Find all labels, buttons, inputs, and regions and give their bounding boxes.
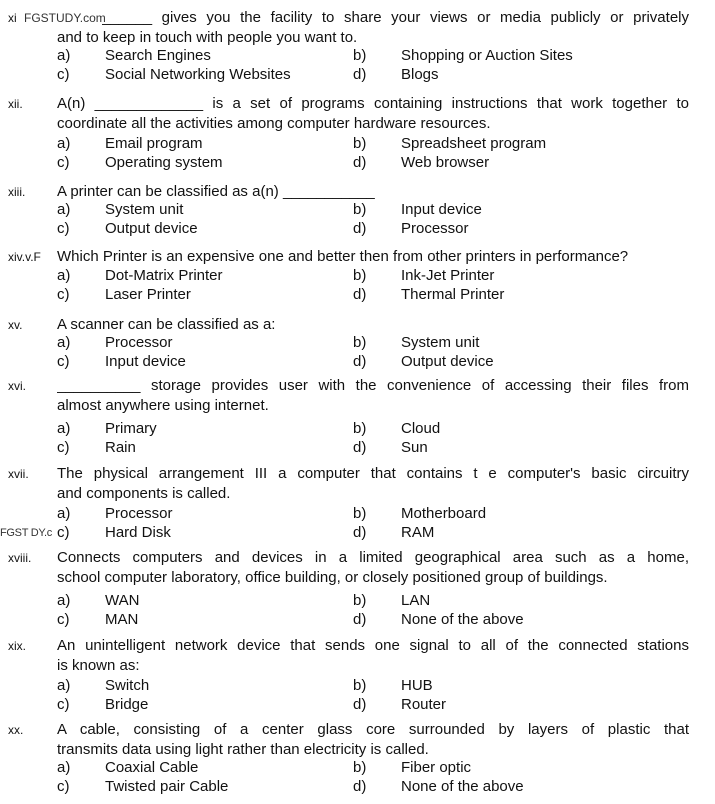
question-text: and components is called. <box>57 485 231 502</box>
question-text: __________ storage provides user with the convenience of accessing their files from <box>57 377 689 394</box>
option-letter: a) <box>57 334 71 351</box>
option-letter: c) <box>57 778 70 795</box>
option-text: None of the above <box>401 778 524 795</box>
option-letter: a) <box>57 47 71 64</box>
option-letter: d) <box>353 66 367 83</box>
question-text: ______ gives you the facility to share your views or media publicly or privately <box>102 9 689 26</box>
question-text: A cable, consisting of a center glass core surrounded by layers of plastic that <box>57 721 689 738</box>
option-text: LAN <box>401 592 431 609</box>
option-text: Processor <box>105 334 173 351</box>
option-text: Input device <box>105 353 186 370</box>
option-text: Spreadsheet program <box>401 135 547 152</box>
question-text: Which Printer is an expensive one and better then from other printers in performance? <box>57 248 629 265</box>
watermark: FGSTUDY.com <box>24 11 106 25</box>
option-letter: c) <box>57 66 70 83</box>
option-text: Search Engines <box>105 47 211 64</box>
option-letter: c) <box>57 439 70 456</box>
question-text: school computer laboratory, office building, or closely positioned group of buildings. <box>57 569 608 586</box>
option-letter: d) <box>353 353 367 370</box>
option-letter: b) <box>353 334 367 351</box>
question-number: xvi. <box>8 379 26 393</box>
option-letter: d) <box>353 439 367 456</box>
option-text: System unit <box>401 334 480 351</box>
option-letter: a) <box>57 759 71 776</box>
option-letter: a) <box>57 677 71 694</box>
question-number: xii. <box>8 97 23 111</box>
option-letter: d) <box>353 286 367 303</box>
question-text: An unintelligent network device that sends one signal to all of the connected stations <box>57 637 689 654</box>
option-letter: b) <box>353 47 367 64</box>
option-text: Processor <box>401 220 469 237</box>
option-letter: c) <box>57 524 70 541</box>
option-letter: b) <box>353 201 367 218</box>
option-text: MAN <box>105 611 139 628</box>
option-letter: d) <box>353 524 367 541</box>
option-text: HUB <box>401 677 433 694</box>
option-letter: c) <box>57 220 70 237</box>
option-text: Social Networking Websites <box>105 66 291 83</box>
option-letter: b) <box>353 759 367 776</box>
option-text: Shopping or Auction Sites <box>401 47 573 64</box>
option-text: Hard Disk <box>105 524 171 541</box>
question-number: xiii. <box>8 185 26 199</box>
option-text: Email program <box>105 135 203 152</box>
option-letter: c) <box>57 286 70 303</box>
option-letter: a) <box>57 201 71 218</box>
question-number: xi <box>8 11 17 25</box>
question-text: transmits data using light rather than electricity is called. <box>57 741 429 758</box>
option-letter: b) <box>353 420 367 437</box>
option-text: RAM <box>401 524 435 541</box>
option-text: Coaxial Cable <box>105 759 199 776</box>
option-text: Primary <box>105 420 157 437</box>
question-number: xx. <box>8 723 24 737</box>
option-letter: a) <box>57 267 71 284</box>
option-text: Blogs <box>401 66 439 83</box>
question-text: A printer can be classified as a(n) ___________ <box>57 183 375 200</box>
option-text: Laser Printer <box>105 286 191 303</box>
option-text: Processor <box>105 505 173 522</box>
question-number: xv. <box>8 318 23 332</box>
option-text: Rain <box>105 439 136 456</box>
option-letter: c) <box>57 154 70 171</box>
option-letter: a) <box>57 505 71 522</box>
question-text: coordinate all the activities among computer hardware resources. <box>57 115 491 132</box>
option-text: Motherboard <box>401 505 487 522</box>
option-letter: b) <box>353 505 367 522</box>
question-number: xvii. <box>8 467 29 481</box>
option-text: Cloud <box>401 420 441 437</box>
option-letter: a) <box>57 135 71 152</box>
question-text: Connects computers and devices in a limited geographical area such as a home, <box>57 549 689 566</box>
option-letter: d) <box>353 154 367 171</box>
option-text: Operating system <box>105 154 223 171</box>
option-letter: b) <box>353 135 367 152</box>
watermark: FGST DY.c <box>0 527 52 539</box>
option-text: Dot-Matrix Printer <box>105 267 223 284</box>
question-text: A scanner can be classified as a: <box>57 316 276 333</box>
option-text: System unit <box>105 201 184 218</box>
option-text: Twisted pair Cable <box>105 778 229 795</box>
option-text: Thermal Printer <box>401 286 505 303</box>
option-text: Input device <box>401 201 482 218</box>
question-text: A(n) _____________ is a set of programs containing instructions that work together to <box>57 95 689 112</box>
question-number: xix. <box>8 639 26 653</box>
question-text: and to keep in touch with people you want to. <box>57 29 358 46</box>
question-text: The physical arrangement III a computer that contains t e computer's basic circuitry <box>57 465 689 482</box>
option-letter: c) <box>57 611 70 628</box>
question-text: almost anywhere using internet. <box>57 397 269 414</box>
option-letter: d) <box>353 220 367 237</box>
option-text: Router <box>401 696 447 713</box>
option-text: Sun <box>401 439 428 456</box>
question-text: is known as: <box>57 657 140 674</box>
option-letter: b) <box>353 267 367 284</box>
option-letter: d) <box>353 778 367 795</box>
option-text: Fiber optic <box>401 759 472 776</box>
option-text: Bridge <box>105 696 149 713</box>
option-letter: c) <box>57 696 70 713</box>
option-text: Switch <box>105 677 150 694</box>
option-text: WAN <box>105 592 140 609</box>
option-text: Output device <box>401 353 494 370</box>
option-letter: d) <box>353 611 367 628</box>
option-letter: c) <box>57 353 70 370</box>
option-text: Ink-Jet Printer <box>401 267 495 284</box>
question-number: xiv.v.F <box>8 250 41 264</box>
option-letter: a) <box>57 420 71 437</box>
option-letter: b) <box>353 677 367 694</box>
option-letter: b) <box>353 592 367 609</box>
option-letter: d) <box>353 696 367 713</box>
option-text: None of the above <box>401 611 524 628</box>
option-letter: a) <box>57 592 71 609</box>
option-text: Output device <box>105 220 198 237</box>
option-text: Web browser <box>401 154 490 171</box>
question-number: xviii. <box>8 551 32 565</box>
